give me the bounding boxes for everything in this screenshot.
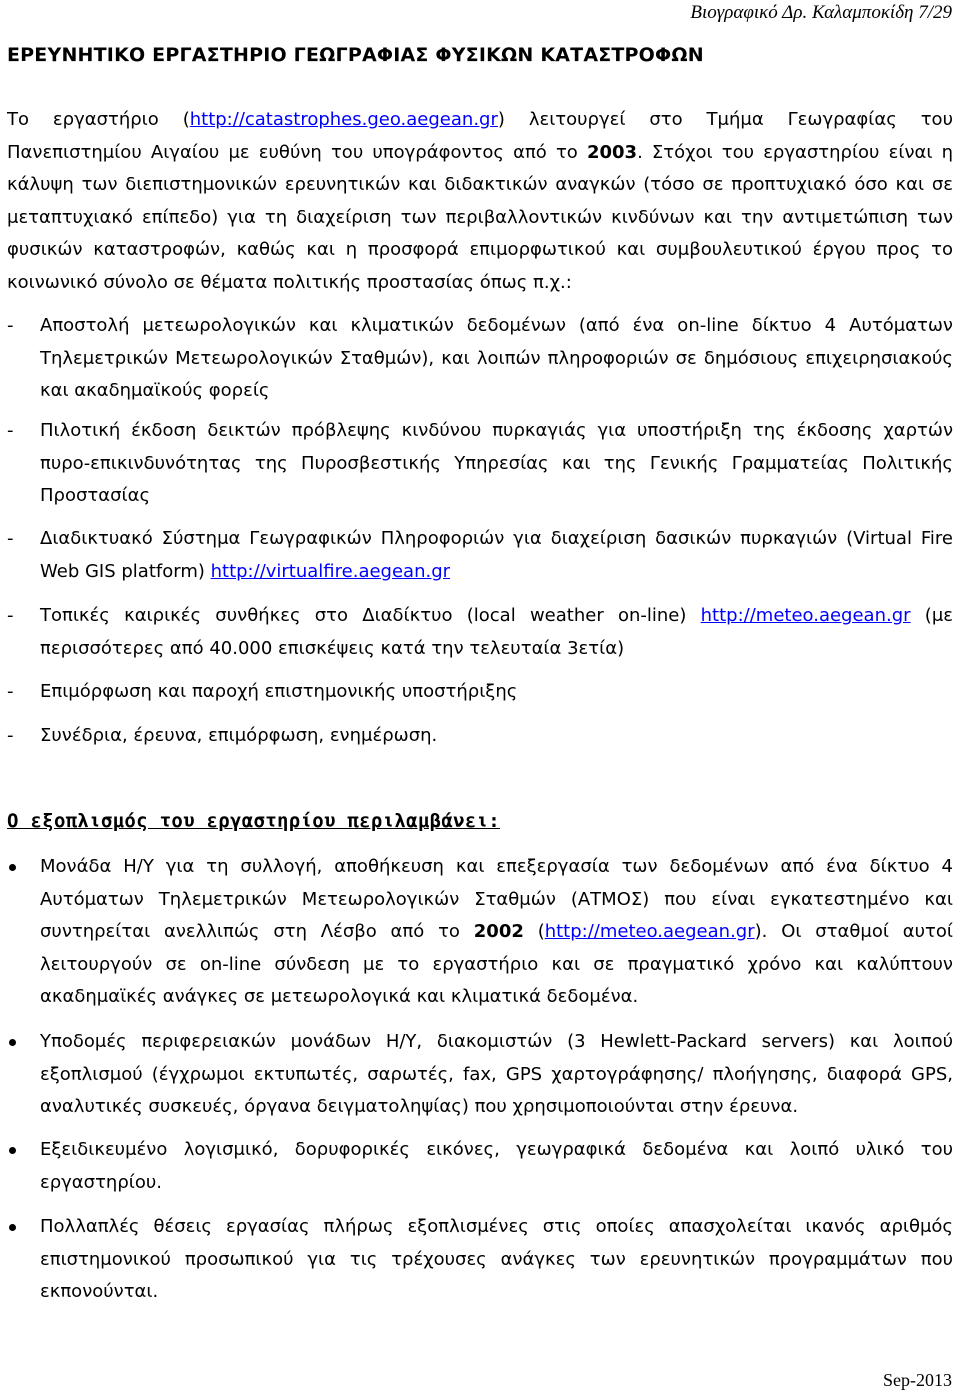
list-item bbox=[7, 1026, 953, 1124]
equipment-list bbox=[7, 1134, 953, 1199]
intro-text-1: Το εργαστήριο ( bbox=[7, 109, 190, 130]
list-item bbox=[7, 1134, 953, 1199]
services-list bbox=[7, 310, 953, 408]
dash-marker: - bbox=[7, 315, 14, 336]
services-list bbox=[7, 720, 953, 753]
list-item-text: Εξειδικευμένο λογισμικό, δορυφορικές εικόνες, γεωγραφικά δεδομένα και λοιπό υλικό του εργαστηρίου. bbox=[40, 1139, 953, 1193]
list-item bbox=[7, 523, 953, 588]
dash-marker: - bbox=[7, 528, 14, 549]
bullet-icon bbox=[9, 1224, 16, 1231]
list-item bbox=[7, 600, 953, 665]
equipment-year: 2002 bbox=[473, 921, 524, 942]
list-item-text: Επιμόρφωση και παροχή επιστημονικής υποστήριξης bbox=[40, 681, 518, 702]
footer-date: Sep-2013 bbox=[883, 1370, 952, 1390]
dash-marker: - bbox=[7, 681, 14, 702]
equipment-heading: Ο εξοπλισμός του εργαστηρίου περιλαμβάνει: bbox=[7, 810, 501, 832]
dash-marker: - bbox=[7, 725, 14, 746]
equipment-text-3: ). Οι σταθμοί αυτοί λειτουργούν σε on-line σύνδεση με το εργαστήριο και σε πραγματικό χρόνο και καλύπτουν ακαδημαϊκές ανάγκες σε μετεωρολογικά και κλιματικά δεδομένα. bbox=[40, 921, 953, 1007]
equipment-text-2: ( bbox=[523, 921, 545, 942]
services-list bbox=[7, 676, 953, 709]
intro-year: 2003 bbox=[586, 141, 638, 163]
list-item bbox=[7, 310, 953, 408]
list-item-text: Υποδομές περιφερειακών μονάδων Η/Υ, διακομιστών (3 Hewlett-Packard servers) και λοιπού εξοπλισμού (έγχρωμοι εκτυπωτές, σαρωτές, fax, GPS χαρτογράφησης/ πλοήγησης, διαφορά GPS, αναλυτικές συσκευές, όργανα δειγματοληψίας) που χρησιμοποιούνται στην έρευνα. bbox=[40, 1031, 953, 1117]
list-item-text-after: (με περισσότερες από 40.000 επισκέψεις κατά την τελευταία 3ετία) bbox=[40, 605, 953, 659]
meteo-link-2[interactable]: http://meteo.aegean.gr bbox=[544, 921, 755, 942]
list-item-text: Πιλοτική έκδοση δεικτών πρόβλεψης κινδύνου πυρκαγιάς για υποστήριξη της έκδοσης χαρτών πυρο-επικινδυνότητας της Πυροσβεστικής Υπηρεσίας και της Γενικής Γραμματείας Πολιτικής Προστασίας bbox=[40, 420, 953, 506]
catastrophes-link[interactable]: http://catastrophes.geo.aegean.gr bbox=[189, 109, 498, 130]
equipment-list bbox=[7, 1026, 953, 1124]
intro-text-3: . Στόχοι του εργαστηρίου είναι η κάλυψη των διεπιστημονικών ερευνητικών και διδακτικών αναγκών (τόσο σε προπτυχιακό όσο και σε μεταπτυχιακό επίπεδο) για τη διαχείριση των περιβαλλοντικών κινδύνων και την αντιμετώπιση των φυσικών καταστροφών, καθώς και η προσφορά επιμορφωτικού και συμβουλευτικού έργου προς το κοινωνικό σύνολο σε θέματα πολιτικής προστασίας όπως π.χ.: bbox=[7, 141, 954, 293]
bullet-icon bbox=[9, 1039, 16, 1046]
dash-marker: - bbox=[7, 605, 14, 626]
equipment-list bbox=[7, 851, 953, 1014]
bullet-icon bbox=[9, 864, 16, 871]
lab-title: ΕΡΕΥΝΗΤΙΚΟ ΕΡΓΑΣΤΗΡΙΟ ΓΕΩΓΡΑΦΙΑΣ ΦΥΣΙΚΩΝ ΚΑΤΑΣΤΡΟΦΩΝ bbox=[7, 44, 704, 66]
list-item-text: Τοπικές καιρικές συνθήκες στο Διαδίκτυο (local weather on-line) bbox=[40, 605, 701, 626]
list-item-text: Αποστολή μετεωρολογικών και κλιματικών δεδομένων (από ένα on-line δίκτυο 4 Αυτόματων Τηλεμετρικών Μετεωρολογικών Σταθμών), και λοιπών πληροφοριών σε δημόσιους επιχειρησιακούς και ακαδημαϊκούς φορείς bbox=[40, 315, 953, 401]
intro-text-2: ) λειτουργεί στο Τμήμα Γεωγραφίας του Πανεπιστημίου Αιγαίου με ευθύνη του υπογράφοντος από το bbox=[7, 109, 953, 163]
services-list bbox=[7, 523, 953, 588]
bullet-icon bbox=[9, 1147, 16, 1154]
list-item-text: Πολλαπλές θέσεις εργασίας πλήρως εξοπλισμένες στις οποίες απασχολείται ικανός αριθμός επιστημονικού προσωπικού για τις τρέχουσες ανάγκες των ερευνητικών προγραμμάτων που εκπονούνται. bbox=[40, 1216, 953, 1302]
equipment-list bbox=[7, 1211, 953, 1309]
virtualfire-link[interactable]: http://virtualfire.aegean.gr bbox=[210, 560, 451, 582]
meteo-link[interactable]: http://meteo.aegean.gr bbox=[700, 605, 911, 626]
list-item bbox=[7, 851, 953, 1014]
list-item bbox=[7, 720, 953, 753]
equipment-text-1: Μονάδα Η/Υ για τη συλλογή, αποθήκευση και επεξεργασία των δεδομένων από ένα δίκτυο 4 Αυτόματων Τηλεμετρικών Μετεωρολογικών Σταθμών (ΑΤΜΟΣ) που είναι εγκατεστημένο και συντηρείται ανελλιπώς στη Λέσβο από το bbox=[40, 856, 953, 942]
services-list bbox=[7, 600, 953, 665]
list-item-text: Διαδικτυακό Σύστημα Γεωγραφικών Πληροφοριών για διαχείριση δασικών πυρκαγιών (Virtual Fire Web GIS platform) bbox=[40, 528, 953, 582]
list-item-text: Συνέδρια, έρευνα, επιμόρφωση, ενημέρωση. bbox=[40, 725, 438, 746]
list-item bbox=[7, 415, 953, 513]
page-header: Βιογραφικό Δρ. Καλαμποκίδη 7/29 bbox=[690, 2, 952, 23]
services-list bbox=[7, 415, 953, 513]
list-item bbox=[7, 1211, 953, 1309]
intro-paragraph bbox=[7, 104, 953, 299]
list-item bbox=[7, 676, 953, 709]
dash-marker: - bbox=[7, 420, 14, 441]
